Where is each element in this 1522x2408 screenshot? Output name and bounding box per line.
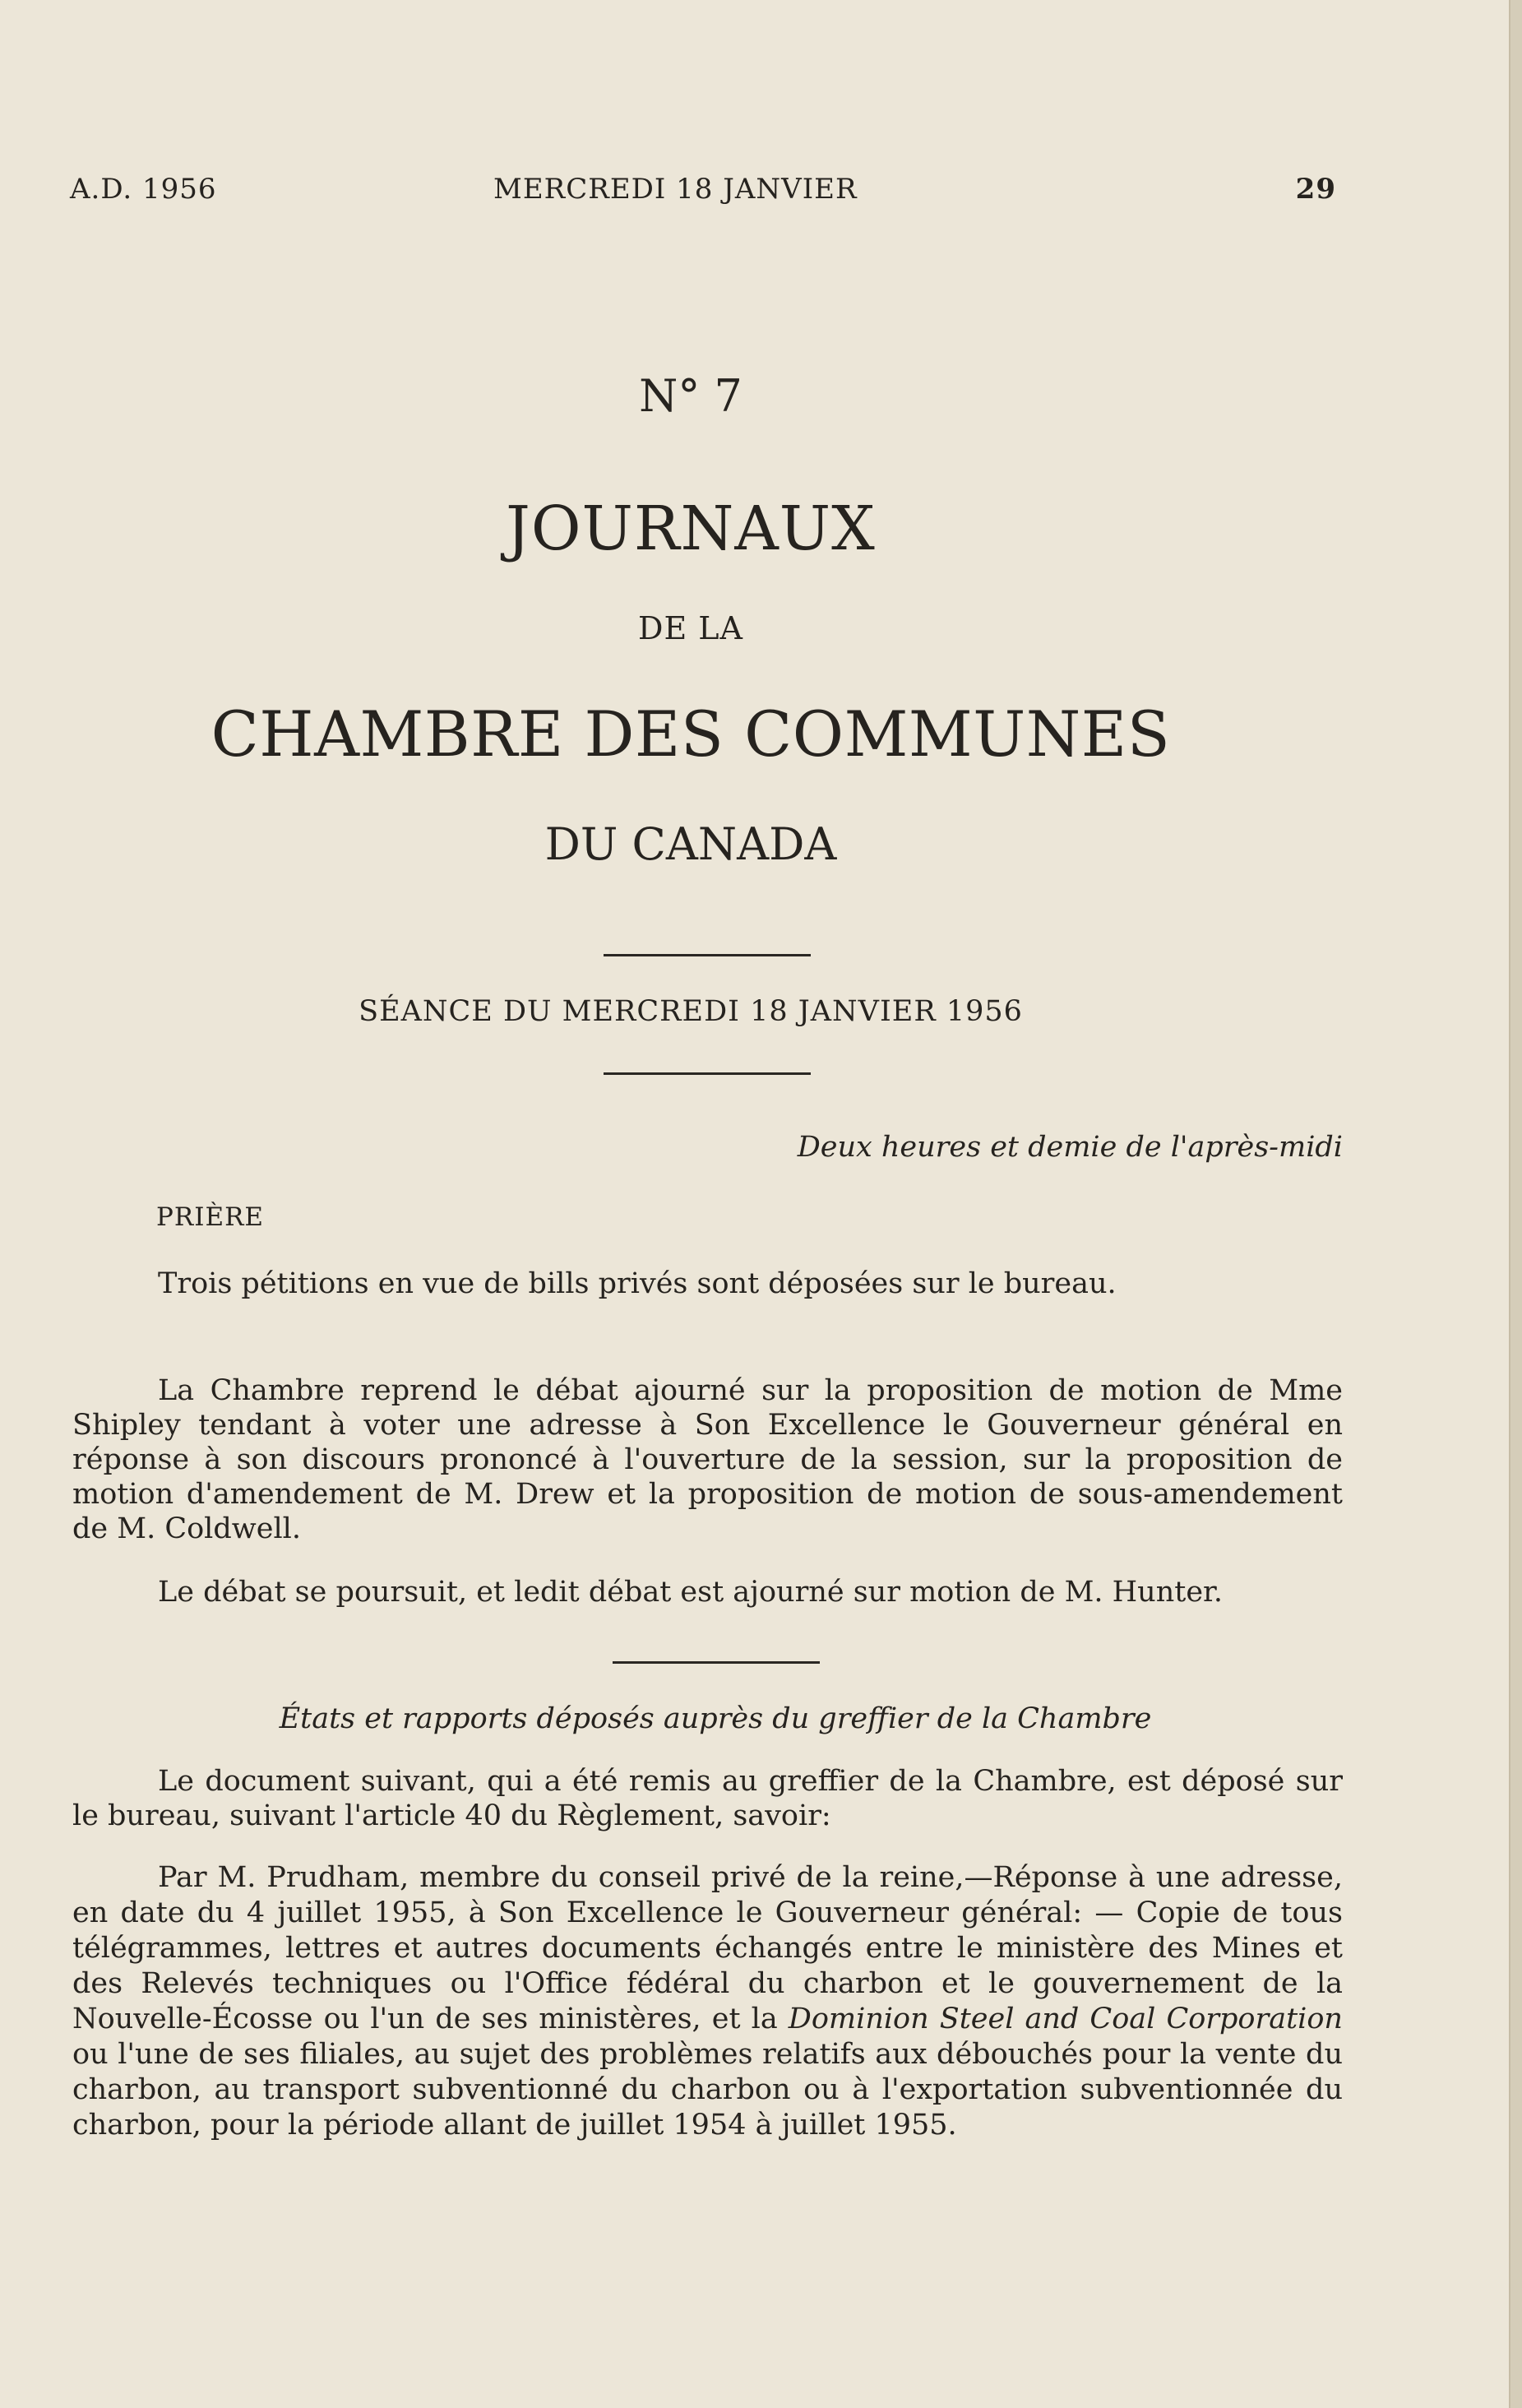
divider-rule — [613, 1661, 820, 1664]
prudham-paragraph — [72, 1860, 1343, 2143]
title-journaux: JOURNAUX — [506, 493, 876, 564]
document-intro-paragraph: Le document suivant, qui a été remis au greffier de la Chambre, est déposé sur le bureau, suivant l'article 40 du Règlement, savoir: — [72, 1765, 1343, 1832]
section-heading: États et rapports déposés auprès du greffier de la Chambre — [279, 1702, 1152, 1735]
divider-rule — [604, 1072, 811, 1075]
session-time: Deux heures et demie de l'après-midi — [797, 1131, 1343, 1164]
priere-heading: PRIÈRE — [156, 1202, 265, 1232]
running-head — [70, 173, 1336, 214]
running-head-date: MERCREDI 18 JANVIER — [493, 173, 858, 206]
debate-paragraph: La Chambre reprend le débat ajourné sur la proposition de motion de Mme Shipley tendant à voter une adresse à Son Excellence le Gouverneur général en réponse à son discours prononcé à l'ouverture de la session, sur la proposition de motion d'amendement de M. Drew et la proposition de motion de sous-amendement de M. Coldwell. — [72, 1374, 1343, 1545]
title-du-canada: DU CANADA — [544, 818, 837, 870]
running-head-year: A.D. 1956 — [70, 173, 217, 206]
page-edge — [1509, 0, 1522, 2408]
issue-number: N° 7 — [639, 370, 742, 422]
prudham-text-part2: ou l'une de ses filiales, au sujet des problèmes relatifs aux débouchés pour la vente du charbon, au transport subventionné du charbon ou à l'exportation subventionnée du charbon, pour la période allant de juillet 1954 à juillet 1955. — [72, 2038, 1343, 2142]
prudham-text-part1: Par M. Prudham, membre du conseil privé de la reine,—Réponse à une adresse, en date du 4 juillet 1955, à Son Excellence le Gouverneur général: — Copie de tous télégrammes, lettres et autres documents échangés entre le ministère des Mines et des Relevés techniques ou l'Office fédéral du charbon et le gouvernement de la Nouvelle-Écosse ou l'un de ses ministères, et la — [72, 1861, 1343, 2035]
title-chambre-des-communes: CHAMBRE DES COMMUNES — [210, 697, 1171, 771]
divider-rule — [604, 954, 811, 956]
session-heading: SÉANCE DU MERCREDI 18 JANVIER 1956 — [359, 995, 1023, 1028]
company-name: Dominion Steel and Coal Corporation — [788, 2003, 1343, 2035]
petitions-paragraph: Trois pétitions en vue de bills privés sont déposées sur le bureau. — [158, 1267, 1117, 1300]
page-number: 29 — [1295, 173, 1336, 206]
debate-continued-paragraph: Le débat se poursuit, et ledit débat est ajourné sur motion de M. Hunter. — [158, 1576, 1224, 1609]
title-de-la: DE LA — [638, 610, 743, 646]
